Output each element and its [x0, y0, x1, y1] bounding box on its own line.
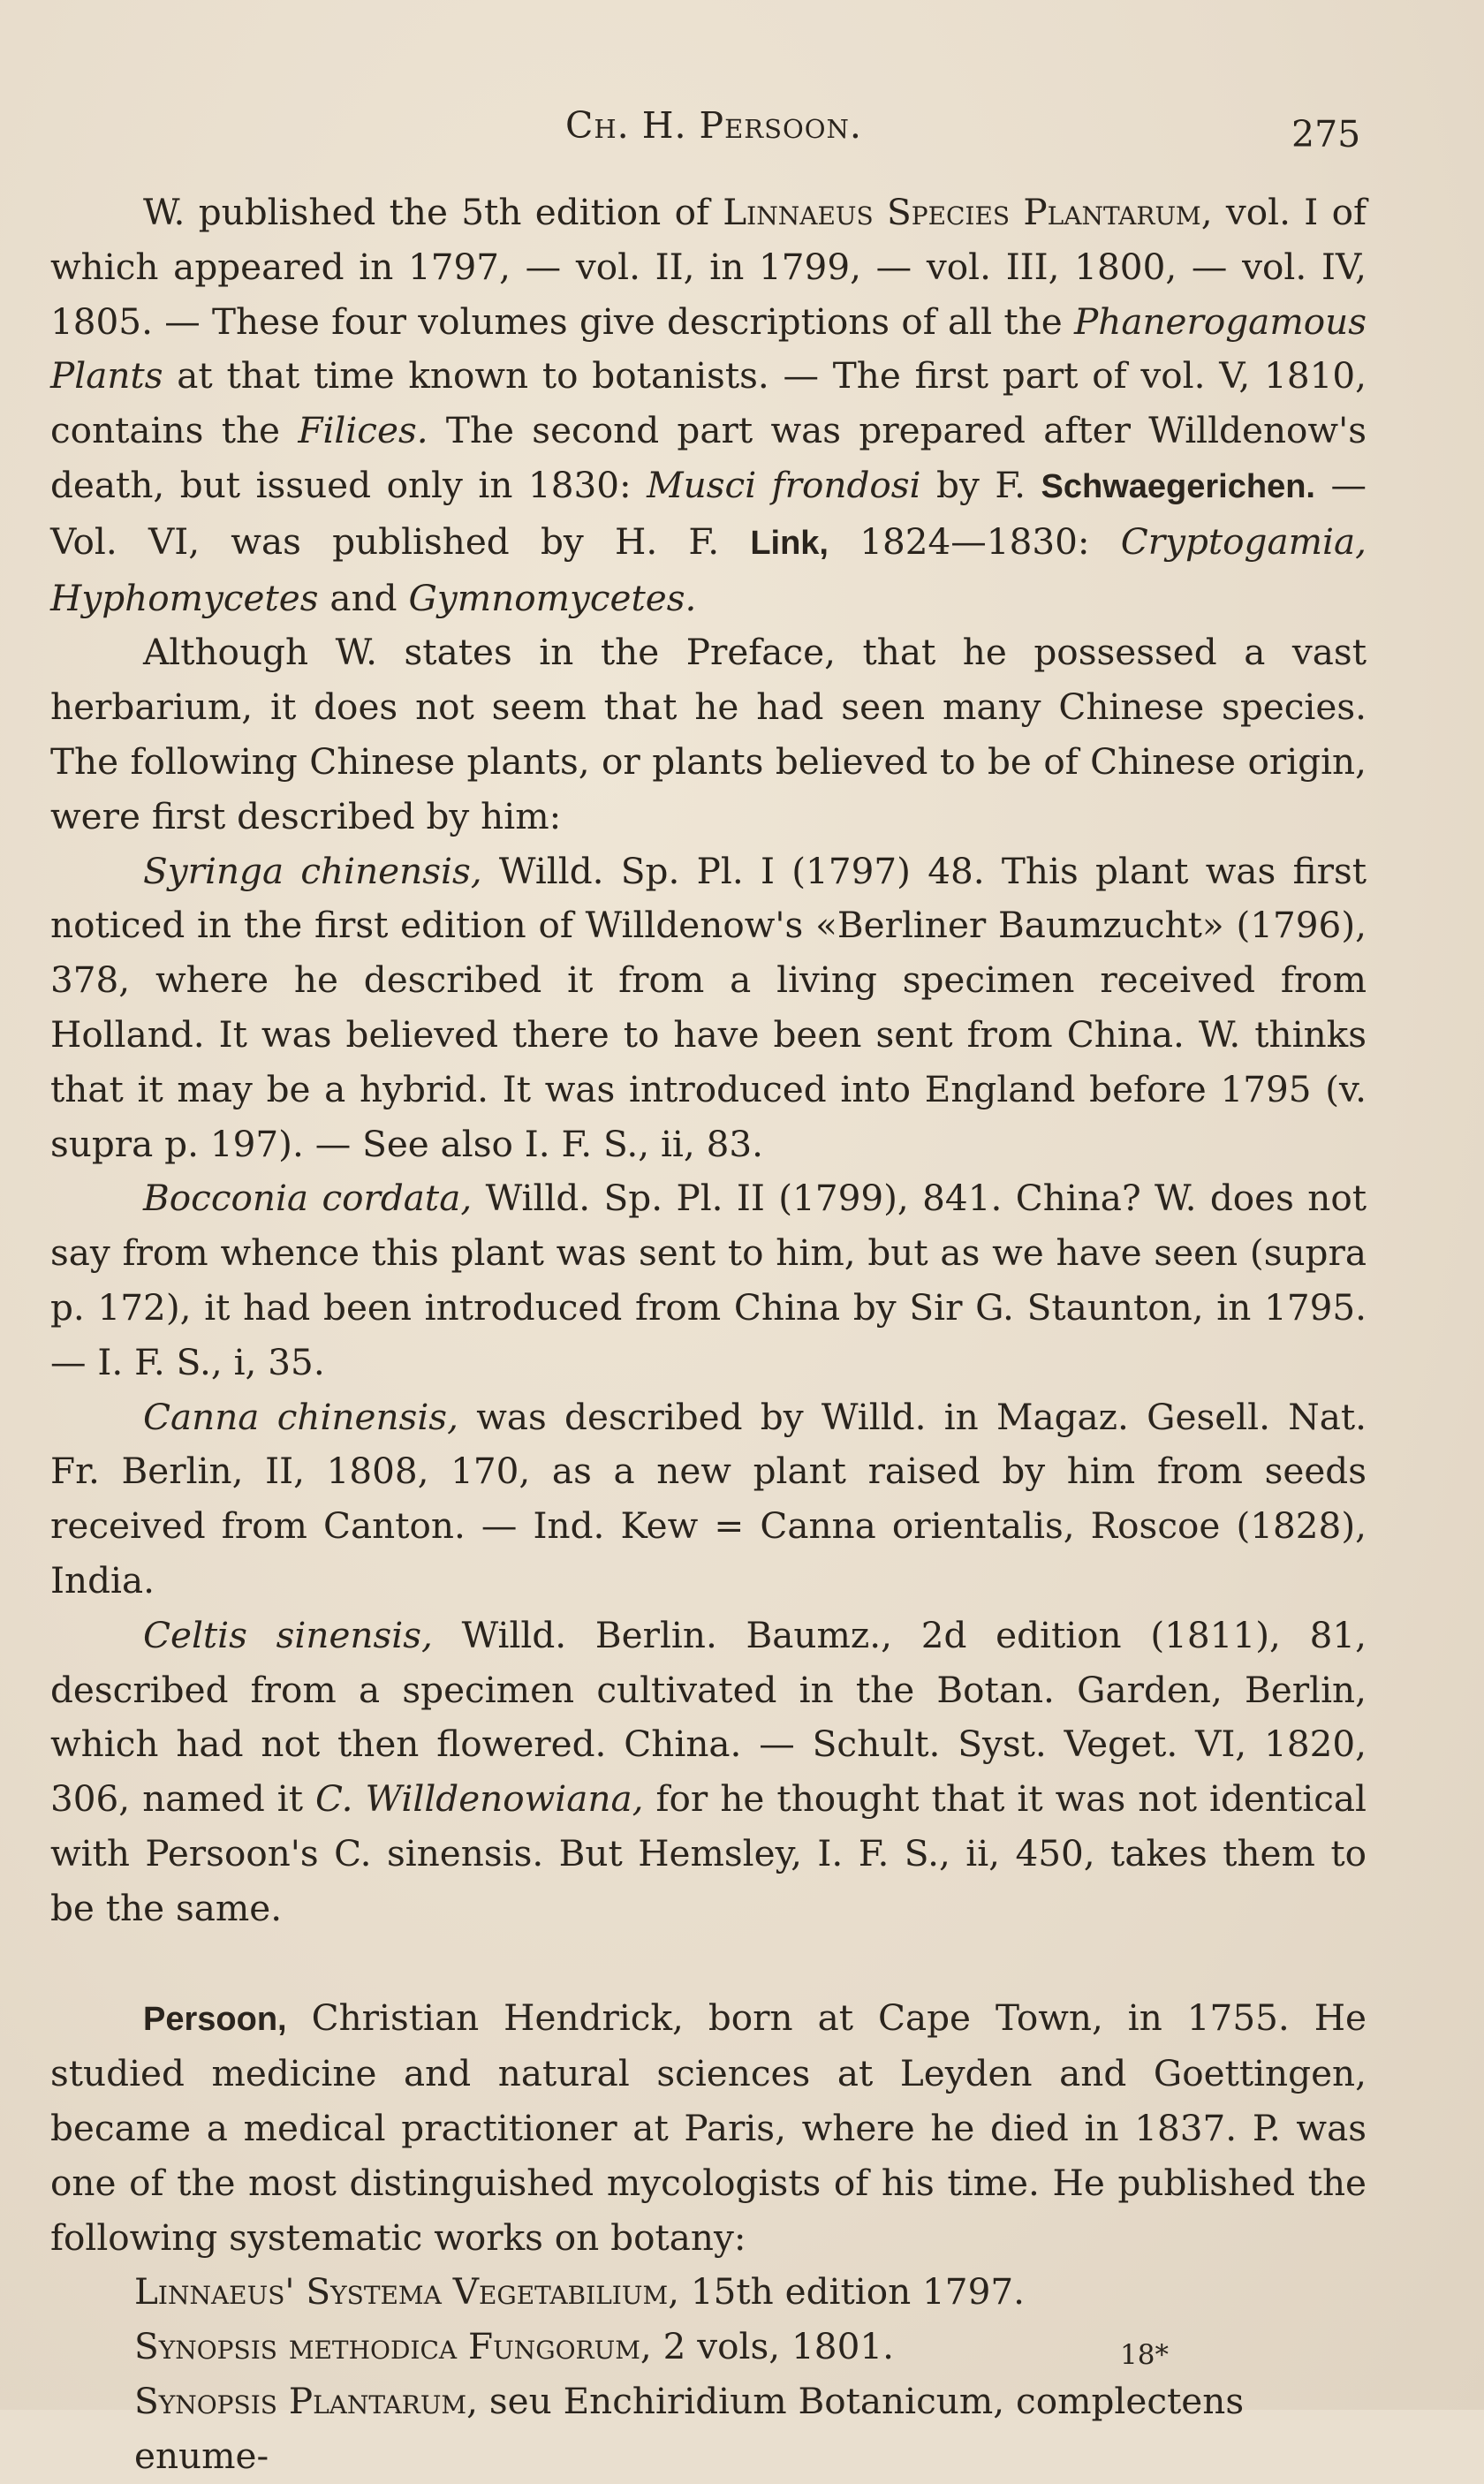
- work-item: [50, 2320, 1367, 2374]
- bold-name: Link,: [750, 524, 829, 562]
- text-run: W. published the 5th edition of: [143, 191, 723, 233]
- italic-term: Gymnomycetes.: [408, 576, 697, 619]
- entry-text: was described by Willd. in Magaz. Gesell. Nat. Fr. Berlin, II, 1808, 170, as a new plant raised by him from seeds received from Canton. — Ind. Kew = Canna orientalis, Roscoe (1828), India.: [50, 1395, 1367, 1602]
- text-run: and: [318, 576, 409, 619]
- entry-text: Willd. Berlin. Baumz., 2d edition (1811), 81, described from a specimen cultivated in the Botan. Garden, Berlin, which had not then flowered. China. — Schult. Syst. Veget. VI, 1820, 306, named it: [50, 1613, 1367, 1821]
- entry-persoon: [50, 1991, 1367, 2266]
- work-details: 15th edition 1797.: [678, 2270, 1025, 2314]
- page-header: [0, 104, 1484, 166]
- work-details: seu Enchiridium Botanicum, complectens enume-: [134, 2380, 1245, 2477]
- work-title: Linnaeus Species Plantarum: [723, 191, 1201, 233]
- biography-name: Persoon,: [143, 2000, 287, 2038]
- italic-term: Musci frondosi: [647, 463, 921, 506]
- italic-term: Filices.: [298, 409, 428, 452]
- entry-text: for he thought that it was not identical with Persoon's C. sinensis. But Hemsley, I. F. S., ii, 450, takes them to be the same.: [50, 1777, 1367, 1929]
- work-title: Synopsis Plantarum,: [134, 2380, 478, 2423]
- italic-term: Cryptogamia, Hyphomycetes: [50, 519, 1367, 619]
- entry-celtis: [50, 1609, 1367, 1936]
- entry-canna: [50, 1390, 1367, 1609]
- entry-text: Willd. Sp. Pl. I (1797) 48. This plant was first noticed in the first edition of Willdenow's «Berliner Baumzucht» (1796), 378, where he described it from a living specimen received from Holland. It was believed there to have been sent from China. W. thinks that it may be a hybrid. It was introduced into England before 1795 (v. supra p. 197). — See also I. F. S., ii, 83.: [50, 849, 1367, 1165]
- paragraph-willdenow-species: [50, 186, 1367, 625]
- text-run: by F.: [920, 463, 1041, 506]
- italic-term: Phanerogamous Plants: [50, 299, 1367, 398]
- text-run: — Vol. VI, was published by H. F.: [50, 463, 1367, 563]
- paragraph-herbarium: Although W. states in the Preface, that he possessed a vast herbarium, it does not seem that he had seen many Chinese species. The following Chinese plants, or plants believed to be of Chinese origin, were first described by him:: [50, 631, 1367, 837]
- species-name: Syringa chinensis,: [143, 849, 482, 892]
- text-run: at that time known to botanists. — The first part of vol. V, 1810, contains the: [50, 354, 1367, 452]
- section-gap: [50, 1936, 1367, 1991]
- entry-syringa: [50, 844, 1367, 1172]
- species-name: Bocconia cordata,: [143, 1177, 473, 1220]
- work-title: Linnaeus' Systema Vegetabilium,: [134, 2270, 679, 2314]
- page-number: 275: [1291, 113, 1361, 155]
- biography-text: Christian Hendrick, born at Cape Town, in 1755. He studied medicine and natural sciences at Leyden and Goettingen, became a medical practitioner at Paris, where he died in 1837. P. was one of the most distinguished mycologists of his time. He published the following systematic works on botany:: [50, 1996, 1367, 2259]
- text-run: 1824—1830:: [829, 519, 1121, 563]
- signature-mark: 18*: [1120, 2339, 1169, 2371]
- body-text: [50, 186, 1367, 2484]
- bold-name: Schwaegerichen.: [1041, 467, 1315, 505]
- work-title: Synopsis methodica Fungorum,: [134, 2325, 652, 2368]
- species-name: Canna chinensis,: [143, 1395, 458, 1438]
- work-item: [50, 2265, 1367, 2320]
- text-run: The second part was prepared after Willdenow's death, but issued only in 1830:: [50, 409, 1367, 506]
- species-name: C. Willdenowiana,: [315, 1777, 644, 1821]
- running-head: Ch. H. Persoon.: [565, 104, 862, 147]
- work-details: 2 vols, 1801.: [651, 2325, 894, 2368]
- text-run: , vol. I of which appeared in 1797, — vol. II, in 1799, — vol. III, 1800, — vol. IV, 1805. — These four volumes give descriptions of all the: [50, 191, 1367, 343]
- species-name: Celtis sinensis,: [143, 1613, 433, 1656]
- work-item: [50, 2374, 1367, 2484]
- entry-text: Willd. Sp. Pl. II (1799), 841. China? W. does not say from whence this plant was sent to him, but as we have seen (supra p. 172), it had been introduced from China by Sir G. Staunton, in 1795.— I. F. S., i, 35.: [50, 1177, 1367, 1383]
- entry-bocconia: [50, 1171, 1367, 1390]
